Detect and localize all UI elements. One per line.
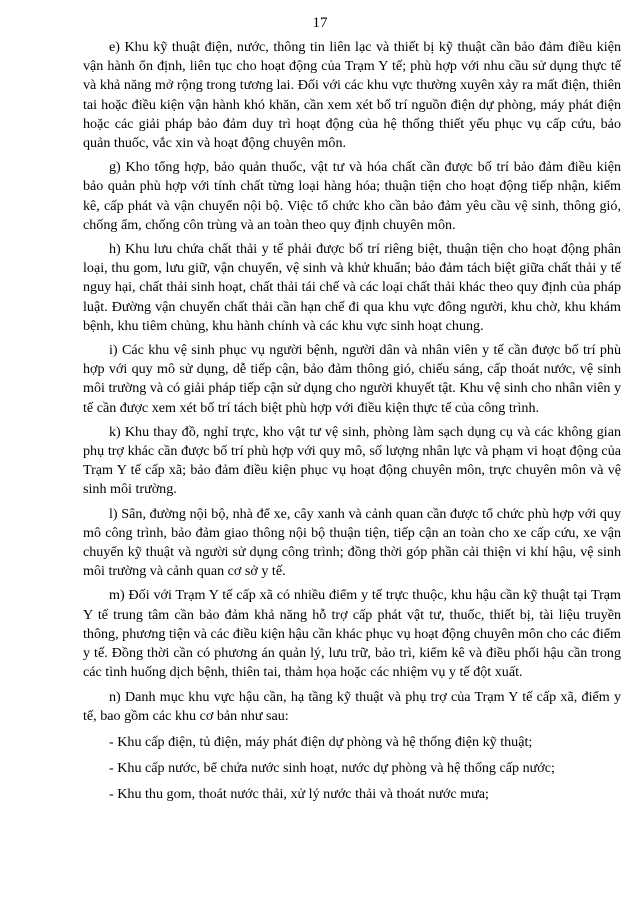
paragraph-i: i) Các khu vệ sinh phục vụ người bệnh, người dân và nhân viên y tế cần được bố trí phù hợp với quy mô sử dụng, dễ tiếp cận, bảo đảm thông gió, chiếu sáng, cấp thoát nước, vệ sinh môi trường và có giải pháp tiếp cận sử dụng cho người khuyết tật. Khu vệ sinh cho nhân viên y tế cần được xem xét bố trí tách biệt phù hợp với điều kiện thực tế của công trình. bbox=[83, 342, 621, 416]
paragraph-n: n) Danh mục khu vực hậu cần, hạ tầng kỹ thuật và phụ trợ của Trạm Y tế cấp xã, điểm y tế, bao gồm các khu cơ bản như sau: bbox=[83, 688, 621, 724]
paragraph-k: k) Khu thay đồ, nghỉ trực, kho vật tư vệ sinh, phòng làm sạch dụng cụ và các không gian phụ trợ khác cần được bố trí phù hợp với quy mô, số lượng nhân lực và phạm vi hoạt động của Trạm Y tế cấp xã; bảo đảm điều kiện phục vụ hoạt động chuyên môn, trực chuyên môn và vệ sinh môi trường. bbox=[83, 423, 621, 498]
list-item-drainage: - Khu thu gom, thoát nước thải, xử lý nước thải và thoát nước mưa; bbox=[109, 786, 489, 803]
list-item-power: - Khu cấp điện, tủ điện, máy phát điện dự phòng và hệ thống điện kỹ thuật; bbox=[109, 733, 533, 750]
list-item-water-supply: - Khu cấp nước, bể chứa nước sinh hoạt, nước dự phòng và hệ thống cấp nước; bbox=[109, 760, 555, 777]
document-body bbox=[83, 38, 621, 805]
page-number: 17 bbox=[312, 15, 328, 31]
paragraph-h: h) Khu lưu chứa chất thải y tế phải được bố trí riêng biệt, thuận tiện cho hoạt động phân loại, thu gom, lưu giữ, vận chuyển, vệ sinh và khử khuẩn; bảo đảm tách biệt giữa chất thải y tế nguy hại, chất thải sinh hoạt, chất thải tái chế và các loại chất thải khác theo quy định của pháp luật. Đường vận chuyển chất thải cần hạn chế đi qua khu vực đông người, khu chờ, khu khám bệnh, khu tiêm chủng, khu hành chính và các khu vực sinh hoạt chung. bbox=[83, 241, 621, 334]
paragraph-l: l) Sân, đường nội bộ, nhà để xe, cây xanh và cảnh quan cần được tổ chức phù hợp với quy mô công trình, bảo đảm giao thông nội bộ thuận tiện, tiếp cận an toàn cho xe cấp cứu, xe vận chuyển kỹ thuật và người sử dụng công trình; đồng thời góp phần cải thiện vi khí hậu, vệ sinh môi trường và cảnh quan cơ sở y tế. bbox=[83, 505, 621, 580]
paragraph-e: e) Khu kỹ thuật điện, nước, thông tin liên lạc và thiết bị kỹ thuật cần bảo đảm điều kiện vận hành ổn định, liên tục cho hoạt động của Trạm Y tế; phù hợp với nhu cầu sử dụng thực tế và khả năng mở rộng trong tương lai. Đối với các khu vực thường xuyên xảy ra mất điện, thiên tai hoặc điều kiện vận hành khó khăn, cần xem xét bố trí nguồn điện dự phòng, máy phát điện hoặc các giải pháp bảo đảm duy trì hoạt động của hệ thống thiết yếu phục vụ cấp cứu, bảo quản thuốc, vắc xin và hoạt động chuyên môn. bbox=[83, 39, 621, 152]
paragraph-g: g) Kho tổng hợp, bảo quản thuốc, vật tư và hóa chất cần được bố trí bảo đảm điều kiện bảo quản phù hợp với tính chất từng loại hàng hóa; thuận tiện cho hoạt động tiếp nhận, kiểm kê, cấp phát và vận chuyển nội bộ. Việc tổ chức kho cần bảo đảm yêu cầu vệ sinh, thông gió, chống ẩm, chống côn trùng và an toàn theo quy định chuyên môn. bbox=[83, 159, 621, 233]
paragraph-m: m) Đối với Trạm Y tế cấp xã có nhiều điểm y tế trực thuộc, khu hậu cần kỹ thuật tại Trạm Y tế trung tâm cần bảo đảm khả năng hỗ trợ cấp phát vật tư, thuốc, thiết bị, tài liệu truyền thông, phương tiện và các điều kiện hậu cần khác phục vụ hoạt động chuyên môn cho các điểm y tế. Đồng thời cần có phương án quản lý, lưu trữ, bảo trì, kiểm kê và điều phối hậu cần trong các tình huống dịch bệnh, thiên tai, thảm họa hoặc các nhiệm vụ y tế đột xuất. bbox=[83, 587, 621, 681]
